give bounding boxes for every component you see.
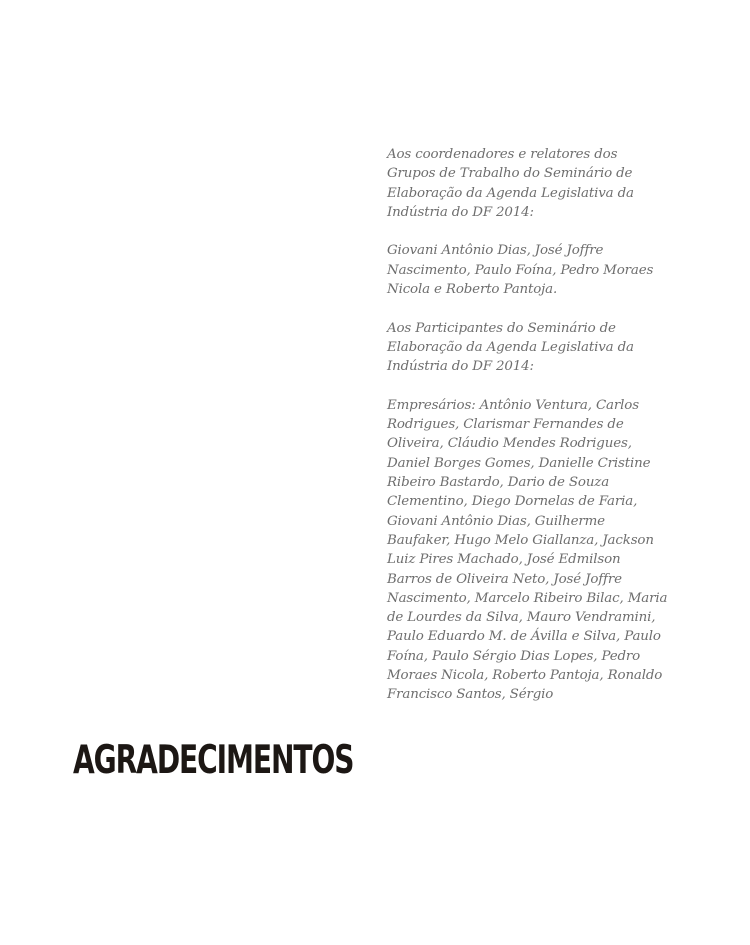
page-title: AGRADECIMENTOS bbox=[73, 738, 354, 783]
paragraph-coordinators-names: Giovani Antônio Dias, José Joffre Nascimento, Paulo Foína, Pedro Moraes Nicola e Roberto Pantoja. bbox=[387, 243, 654, 298]
paragraph-coordinators-intro: Aos coordenadores e relatores dos Grupos de Trabalho do Seminário de Elaboração da Agenda Legislativa da Indústria do DF 2014: bbox=[387, 147, 634, 220]
paragraph-participants-names: Empresários: Antônio Ventura, Carlos Rodrigues, Clarismar Fernandes de Oliveira, Cláudio Mendes Rodrigues, Daniel Borges Gomes, Danielle Cristine Ribeiro Bastardo, Dario de Souza Clementino, Diego Dornelas de Faria, Giovani Antônio Dias, Guilherme Baufaker, Hugo Melo Giallanza, Jackson Luiz Pires Machado, José Edmilson Barros de Oliveira Neto, José Joffre Nascimento, Marcelo Ribeiro Bilac, Maria de Lourdes da Silva, Mauro Vendramini, Paulo Eduardo M. de Ávilla e Silva, Paulo Foína, Paulo Sérgio Dias Lopes, Pedro Moraes Nicola, Roberto Pantoja, Ronaldo Francisco Santos, Sérgio bbox=[387, 397, 668, 703]
acknowledgements-text bbox=[387, 145, 669, 705]
paragraph-participants-intro: Aos Participantes do Seminário de Elaboração da Agenda Legislativa da Indústria do DF 2014: bbox=[387, 320, 634, 375]
